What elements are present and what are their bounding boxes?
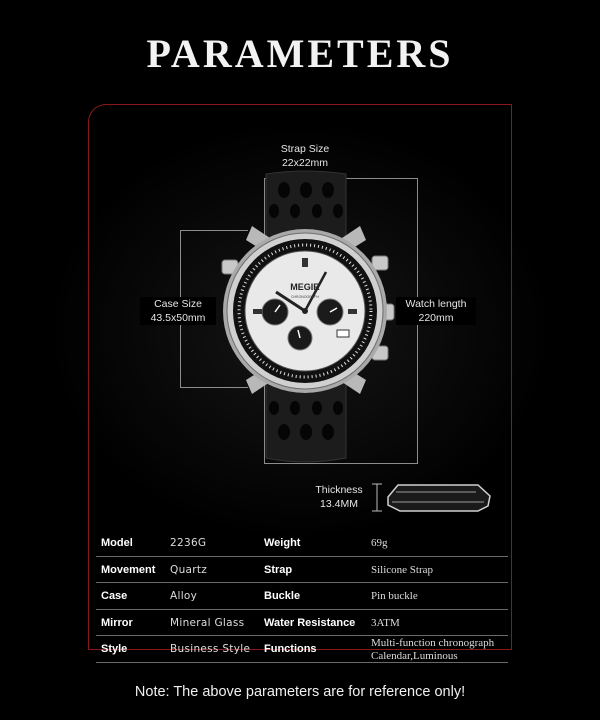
spec-row bbox=[96, 583, 508, 610]
spec-value: Alloy bbox=[170, 590, 198, 602]
spec-key: Style bbox=[101, 643, 128, 655]
spec-value: Quartz bbox=[170, 563, 208, 576]
watch-brand: MEGIR bbox=[290, 282, 320, 292]
spec-key: Movement bbox=[101, 563, 156, 576]
spec-row bbox=[96, 636, 508, 663]
disclaimer-note: Note: The above parameters are for reference only! bbox=[134, 684, 466, 700]
spec-value bbox=[371, 637, 494, 662]
spec-key: Strap bbox=[264, 563, 293, 576]
strap-size-value: 22x22mm bbox=[281, 157, 329, 169]
spec-row bbox=[96, 530, 508, 557]
spec-value: 69g bbox=[371, 537, 388, 549]
spec-value: Pin buckle bbox=[371, 590, 418, 602]
page-title: PARAMETERS bbox=[146, 31, 454, 76]
spec-key: Mirror bbox=[101, 616, 133, 629]
spec-key: Water Resistance bbox=[264, 616, 356, 629]
spec-key: Buckle bbox=[264, 590, 301, 602]
watch-subtitle: CHRONOGRAPH bbox=[290, 295, 320, 299]
case-size-label: Case Size bbox=[140, 297, 216, 311]
spec-value: 2236G bbox=[170, 537, 207, 549]
spec-value: Business Style bbox=[170, 643, 251, 655]
watch-length-value: 220mm bbox=[396, 311, 476, 325]
thickness-value: 13.4MM bbox=[320, 498, 358, 510]
strap-size-label: Strap Size bbox=[280, 143, 330, 155]
spec-key: Weight bbox=[264, 537, 301, 549]
spec-key: Functions bbox=[264, 643, 317, 655]
spec-value: Silicone Strap bbox=[371, 563, 434, 576]
thickness-label: Thickness bbox=[315, 484, 363, 496]
spec-table bbox=[96, 530, 508, 663]
spec-value: Mineral Glass bbox=[170, 616, 245, 629]
spec-value: 3ATM bbox=[371, 616, 400, 629]
spec-row bbox=[96, 610, 508, 637]
watch-length-label: Watch length bbox=[396, 297, 476, 311]
case-size-value: 43.5x50mm bbox=[140, 311, 216, 325]
spec-row bbox=[96, 557, 508, 584]
spec-key: Model bbox=[101, 537, 133, 549]
spec-value-line: Multi-function chronograph bbox=[371, 637, 495, 649]
spec-value-line: Calendar,Luminous bbox=[371, 649, 458, 662]
spec-key: Case bbox=[101, 590, 128, 602]
